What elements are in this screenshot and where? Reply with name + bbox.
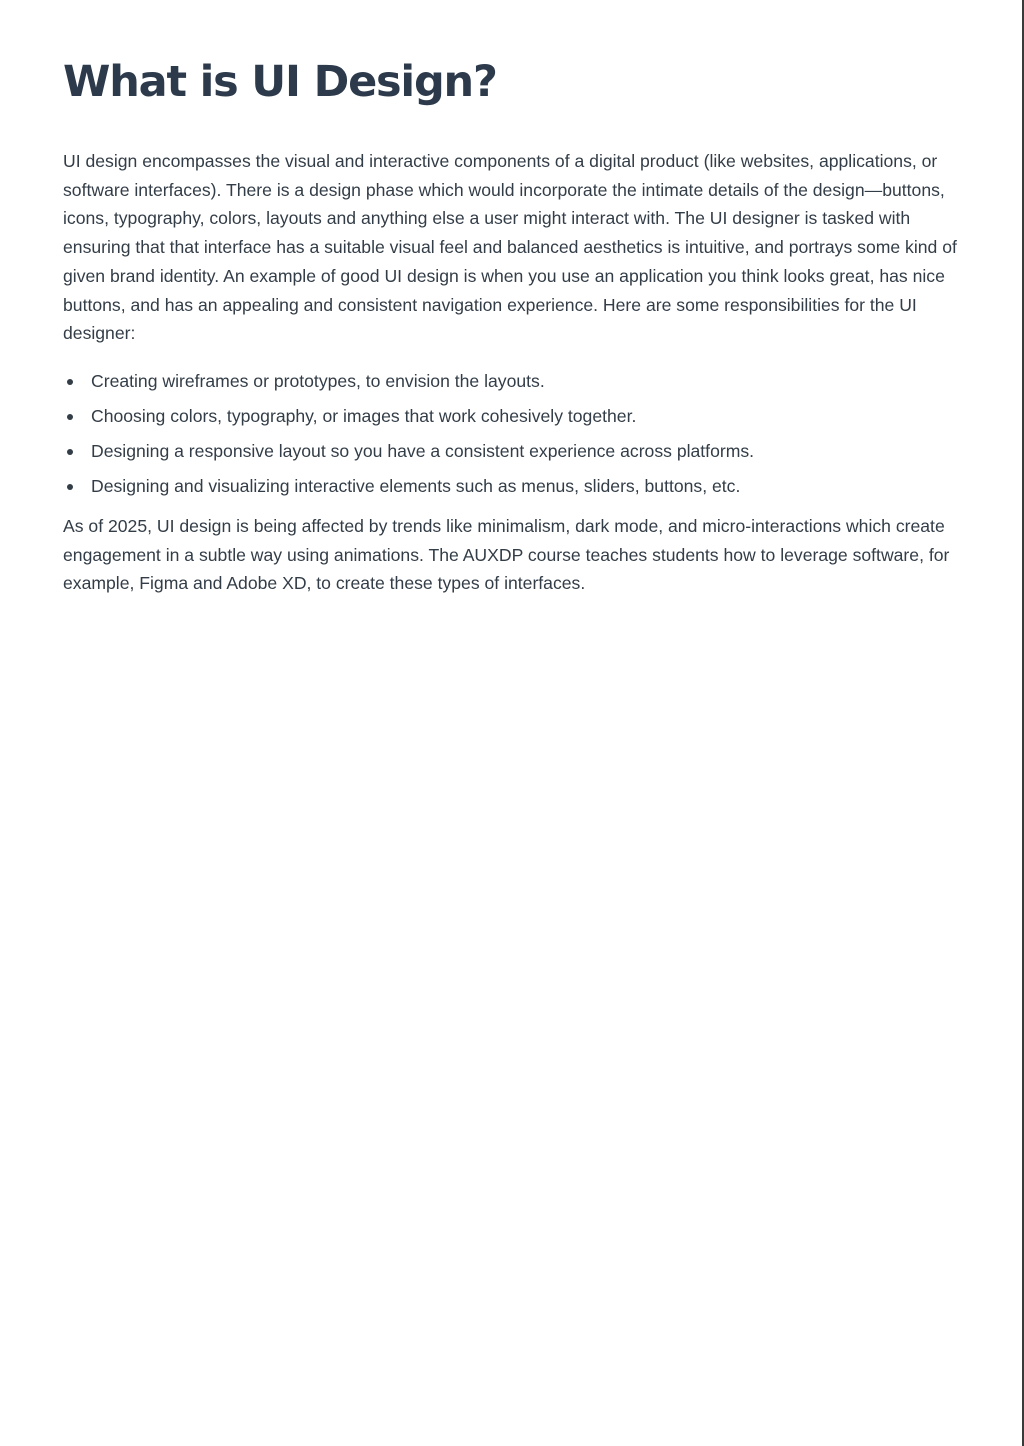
page-title: What is UI Design?: [63, 57, 497, 107]
bullet-icon: [67, 414, 73, 420]
list-item: [63, 367, 968, 395]
list-item-text: Designing a responsive layout so you have a consistent experience across platforms.: [91, 440, 755, 461]
outro-paragraph: As of 2025, UI design is being affected by trends like minimalism, dark mode, and micro-interactions which create engagement in a subtle way using animations. The AUXDP course teaches students how to leverage software, for example, Figma and Adobe XD, to create these types of interfaces.: [63, 515, 950, 594]
bullet-icon: [67, 379, 73, 385]
list-item-text: Designing and visualizing interactive elements such as menus, sliders, buttons, etc.: [91, 475, 741, 496]
list-item-text: Creating wireframes or prototypes, to envision the layouts.: [91, 370, 545, 391]
intro-paragraph: UI design encompasses the visual and interactive components of a digital product (like websites, applications, or software interfaces). There is a design phase which would incorporate the intimate details of the design—buttons, icons, typography, colors, layouts and anything else a user might interact with. The UI designer is tasked with ensuring that that interface has a suitable visual feel and balanced aesthetics is intuitive, and portrays some kind of given brand identity. An example of good UI design is when you use an application you think looks great, has nice buttons, and has an appealing and consistent navigation experience. Here are some responsibilities for the UI designer:: [63, 151, 957, 344]
bullet-icon: [67, 484, 73, 490]
list-item: [63, 437, 968, 465]
document-page: [63, 54, 968, 598]
responsibilities-list: [63, 367, 968, 500]
list-item: [63, 472, 968, 500]
list-item: [63, 402, 968, 430]
bullet-icon: [67, 449, 73, 455]
list-item-text: Choosing colors, typography, or images that work cohesively together.: [91, 405, 637, 426]
